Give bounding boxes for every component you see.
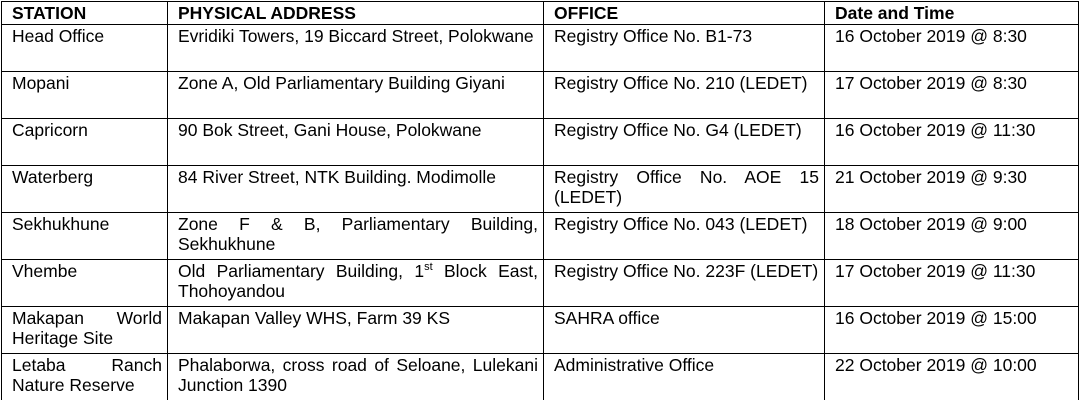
office-cell: Administrative Office xyxy=(544,354,825,400)
table-row xyxy=(2,25,1079,72)
address-cell: Zone A, Old Parliamentary Building Giyani xyxy=(168,72,544,119)
office-cell: Registry Office No. 210 (LEDET) xyxy=(544,72,825,119)
station-cell: Vhembe xyxy=(2,260,168,307)
column-header-date-and-time: Date and Time xyxy=(825,2,1079,25)
address-cell: Zone F & B, Parliamentary Building, Sekhukhune xyxy=(168,213,544,260)
table-header-row xyxy=(2,2,1079,25)
address-cell: Phalaborwa, cross road of Seloane, Lulekani Junction 1390 xyxy=(168,354,544,400)
office-cell: Registry Office No. AOE 15 (LEDET) xyxy=(544,166,825,213)
datetime-cell: 22 October 2019 @ 10:00 xyxy=(825,354,1079,400)
station-cell: Mopani xyxy=(2,72,168,119)
station-cell: Letaba Ranch Nature Reserve xyxy=(2,354,168,400)
address-text-end: Block East, Thohoyandou xyxy=(178,261,538,301)
table-row xyxy=(2,354,1079,400)
station-cell: Waterberg xyxy=(2,166,168,213)
office-cell: Registry Office No. G4 (LEDET) xyxy=(544,119,825,166)
ordinal-suffix: st xyxy=(424,261,433,274)
address-cell: 90 Bok Street, Gani House, Polokwane xyxy=(168,119,544,166)
address-cell: 84 River Street, NTK Building. Modimolle xyxy=(168,166,544,213)
datetime-cell: 16 October 2019 @ 15:00 xyxy=(825,307,1079,354)
station-cell: Sekhukhune xyxy=(2,213,168,260)
table-row xyxy=(2,166,1079,213)
address-cell xyxy=(168,260,544,307)
stations-table xyxy=(1,1,1079,400)
datetime-cell: 16 October 2019 @ 8:30 xyxy=(825,25,1079,72)
office-cell: Registry Office No. B1-73 xyxy=(544,25,825,72)
table-row xyxy=(2,307,1079,354)
table-row xyxy=(2,260,1079,307)
datetime-cell: 21 October 2019 @ 9:30 xyxy=(825,166,1079,213)
datetime-cell: 18 October 2019 @ 9:00 xyxy=(825,213,1079,260)
address-cell: Evridiki Towers, 19 Biccard Street, Polokwane xyxy=(168,25,544,72)
column-header-physical-address: PHYSICAL ADDRESS xyxy=(168,2,544,25)
table-row xyxy=(2,72,1079,119)
office-cell: Registry Office No. 223F (LEDET) xyxy=(544,260,825,307)
office-cell: SAHRA office xyxy=(544,307,825,354)
station-cell: Head Office xyxy=(2,25,168,72)
station-cell: Makapan World Heritage Site xyxy=(2,307,168,354)
office-cell: Registry Office No. 043 (LEDET) xyxy=(544,213,825,260)
table-row xyxy=(2,119,1079,166)
table-row xyxy=(2,213,1079,260)
station-cell: Capricorn xyxy=(2,119,168,166)
address-text-start: Old Parliamentary Building, 1 xyxy=(178,261,425,281)
datetime-cell: 17 October 2019 @ 11:30 xyxy=(825,260,1079,307)
column-header-station: STATION xyxy=(2,2,168,25)
datetime-cell: 16 October 2019 @ 11:30 xyxy=(825,119,1079,166)
column-header-office: OFFICE xyxy=(544,2,825,25)
datetime-cell: 17 October 2019 @ 8:30 xyxy=(825,72,1079,119)
address-cell: Makapan Valley WHS, Farm 39 KS xyxy=(168,307,544,354)
